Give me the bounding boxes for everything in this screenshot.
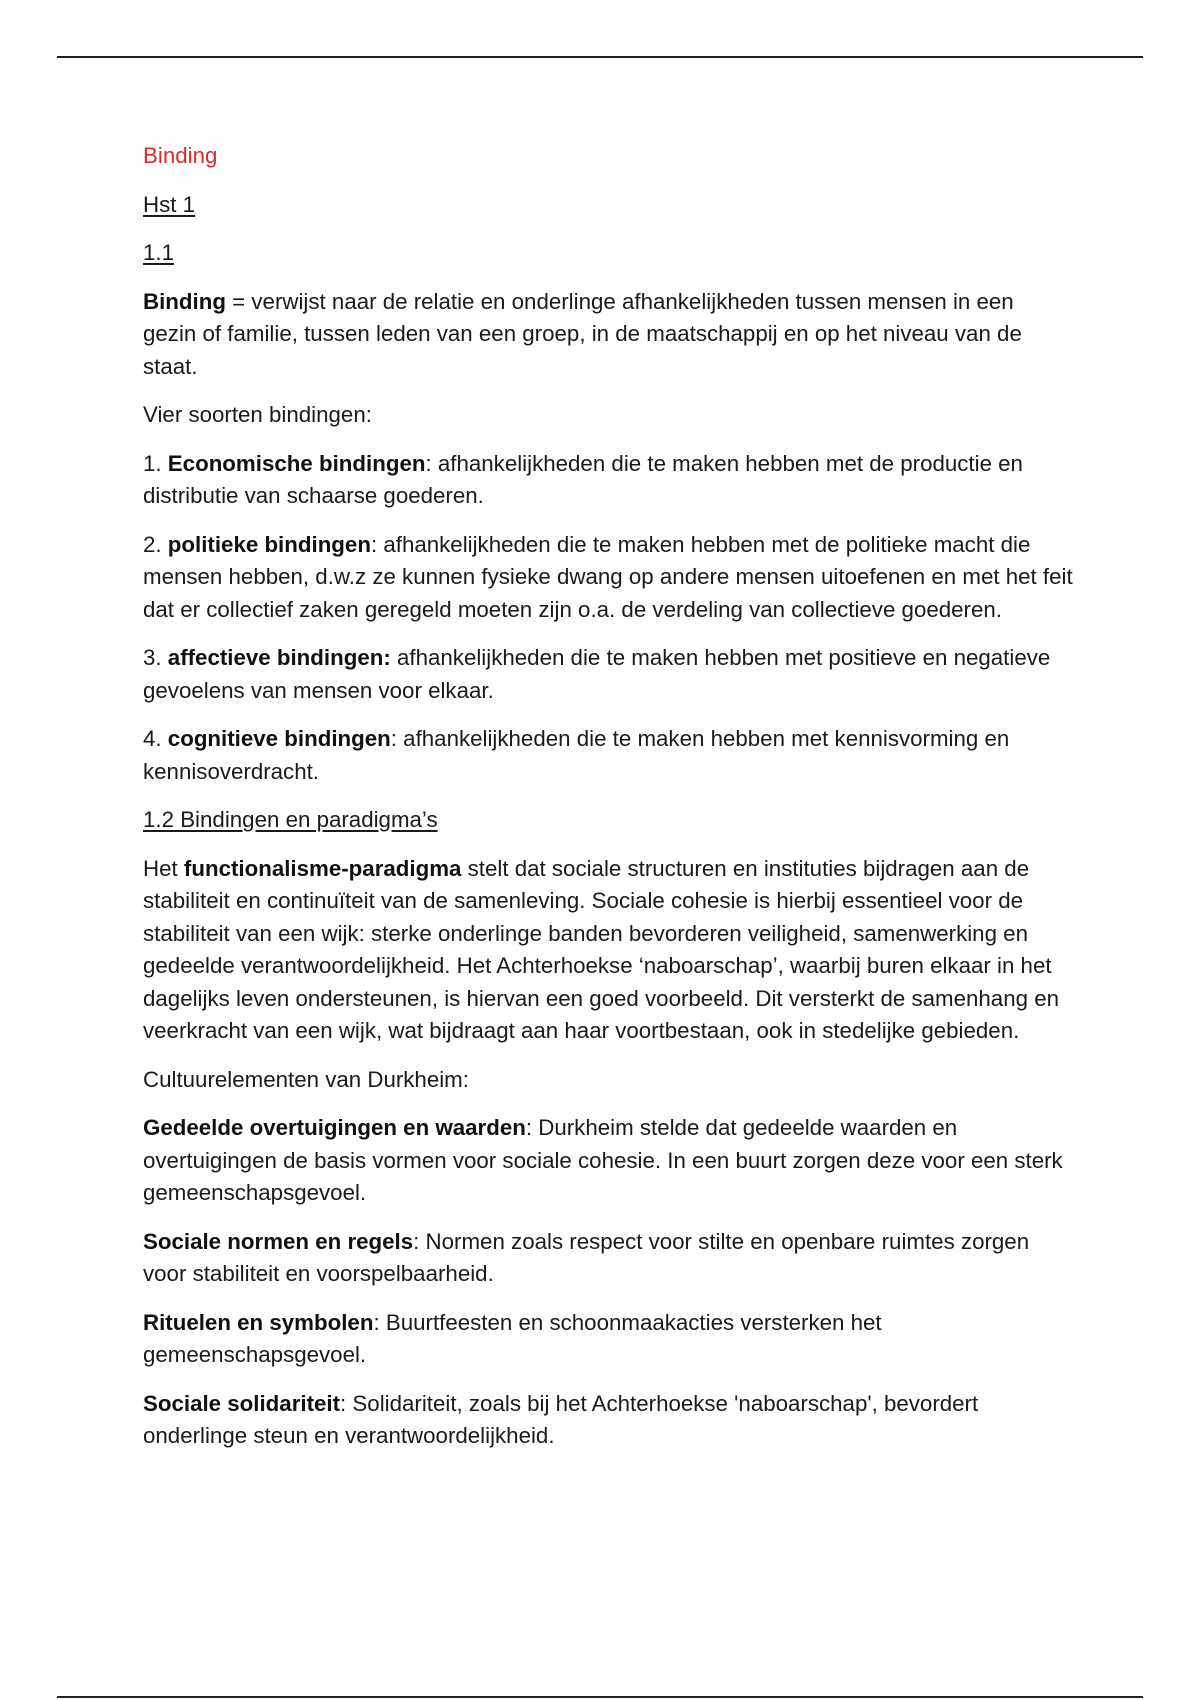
durkheim-item <box>143 1307 1073 1372</box>
list-item-text: : afhankelijkheden die te maken hebben met de politieke macht die mensen hebben, d.w.z ze kunnen fysieke dwang op andere mensen uitoefenen en met het feit dat er collectief zaken geregeld moeten zijn o.a. de verdeling van collectieve goederen. <box>143 531 1073 622</box>
list-item-number: 3. <box>143 645 168 670</box>
durkheim-item-text: : Normen zoals respect voor stilte en openbare ruimtes zorgen voor stabiliteit en voorspelbaarheid. <box>143 1228 1030 1286</box>
durkheim-item-term: Sociale normen en regels <box>143 1228 414 1254</box>
durkheim-item-text: : Durkheim stelde dat gedeelde waarden en overtuigingen de basis vormen voor sociale cohesie. In een buurt zorgen deze voor een sterk gemeenschapsgevoel. <box>143 1115 1063 1205</box>
document-title: Binding <box>143 143 218 168</box>
durkheim-item <box>143 1226 1073 1291</box>
list-item-text: : afhankelijkheden die te maken hebben met kennisvorming en kennisoverdracht. <box>143 726 1010 784</box>
definition-binding <box>143 286 1073 384</box>
list-item-term: politieke bindingen <box>167 531 371 557</box>
section-heading-1-1: 1.1 <box>143 240 174 265</box>
list-item-term: Economische bindingen <box>167 450 426 476</box>
list-item <box>143 723 1073 788</box>
document-body <box>143 140 1073 1469</box>
top-rule <box>57 56 1143 58</box>
durkheim-item <box>143 1388 1073 1453</box>
durkheim-item-text: : Buurtfeesten en schoonmaakacties versterken het gemeenschapsgevoel. <box>143 1309 882 1367</box>
durkheim-item-text: : Solidariteit, zoals bij het Achterhoekse 'naboarschap', bevordert onderlinge steun en verantwoordelijkheid. <box>143 1390 979 1448</box>
list-item-number: 1. <box>143 450 168 476</box>
durkheim-item-term: Rituelen en symbolen <box>143 1309 374 1335</box>
list-item-text: afhankelijkheden die te maken hebben met positieve en negatieve gevoelens van mensen voor elkaar. <box>143 645 1051 703</box>
durkheim-item-term: Gedeelde overtuigingen en waarden <box>143 1115 526 1140</box>
definition-text: = verwijst naar de relatie en onderlinge afhankelijkheden tussen mensen in een gezin of familie, tussen leden van een groep, in de maatschappij en op het niveau van de staat. <box>143 288 1022 379</box>
list-item <box>143 642 1073 707</box>
list-item-number: 4. <box>143 726 168 751</box>
list-item <box>143 448 1073 513</box>
functionalisme-text: stelt dat sociale structuren en instituties bijdragen aan de stabiliteit en continuïteit van de samenleving. Sociale cohesie is hierbij essentieel voor de stabiliteit van een wijk: sterke onderlinge banden bevorderen veiligheid, samenwerking en gedeelde verantwoordelijkheid. Het Achterhoekse ‘naboarschap’, waarbij buren elkaar in het dagelijks leven ondersteunen, is hiervan een goed voorbeeld. Dit versterkt de samenhang en veerkracht van een wijk, wat bijdraagt aan haar voortbestaan, ook in stedelijke gebieden. <box>143 855 1059 1043</box>
list-item-text: : afhankelijkheden die te maken hebben met de productie en distributie van schaarse goederen. <box>143 450 1023 508</box>
list-item-term: cognitieve bindingen <box>167 726 391 751</box>
section-heading-1-2: 1.2 Bindingen en paradigma’s <box>143 807 438 832</box>
list-item-number: 2. <box>143 531 168 557</box>
list-intro: Vier soorten bindingen: <box>143 402 372 427</box>
functionalisme-term: functionalisme-paradigma <box>183 855 462 881</box>
functionalisme-paragraph <box>143 853 1073 1048</box>
bottom-rule <box>57 1696 1143 1698</box>
list-item-term: affectieve bindingen: <box>167 645 391 670</box>
durkheim-item <box>143 1112 1073 1210</box>
durkheim-item-term: Sociale solidariteit <box>143 1390 341 1416</box>
list-item <box>143 529 1073 627</box>
definition-term: Binding <box>143 288 226 314</box>
durkheim-intro: Cultuurelementen van Durkheim: <box>143 1066 469 1092</box>
chapter-heading: Hst 1 <box>143 191 196 217</box>
functionalisme-prefix: Het <box>143 855 184 881</box>
